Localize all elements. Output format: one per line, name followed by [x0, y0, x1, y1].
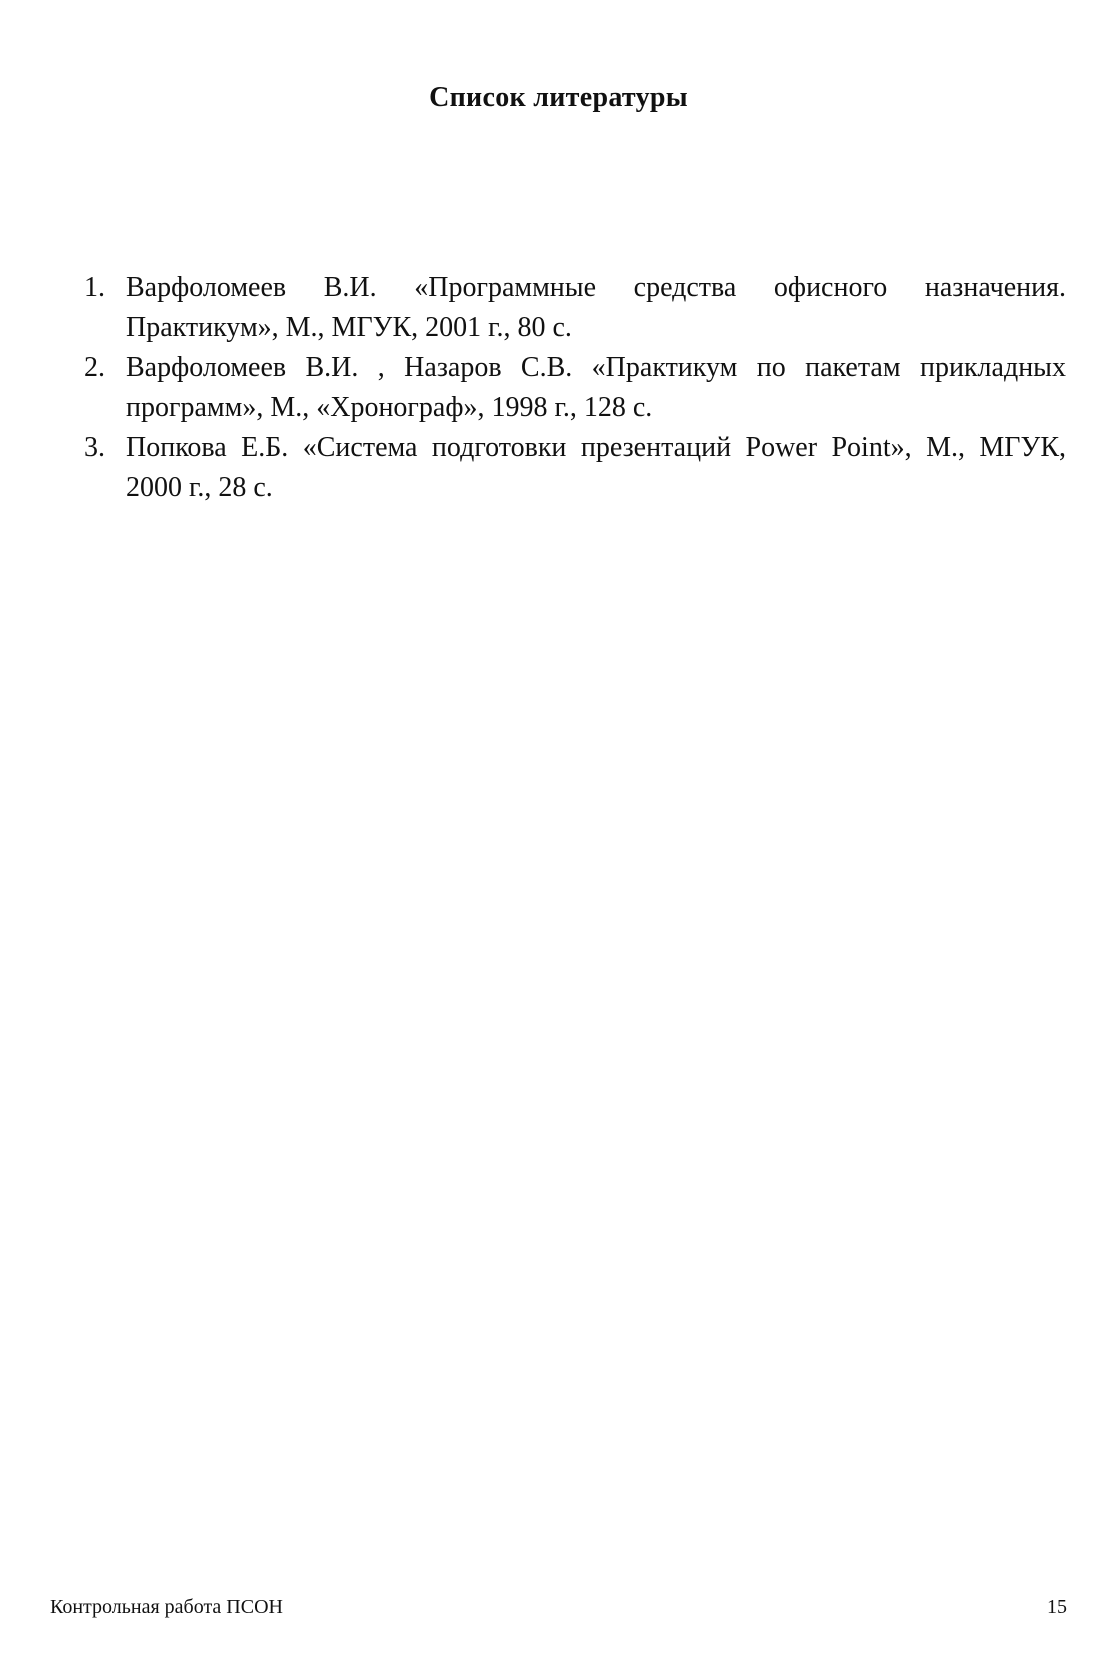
reference-text: Варфоломеев В.И. , Назаров С.В. «Практикум по пакетам прикладных программ», М., «Хронограф», 1998 г., 128 с. [126, 352, 1066, 423]
reference-text: Попкова Е.Б. «Система подготовки презентаций Power Point», М., МГУК, 2000 г., 28 с. [126, 432, 1066, 503]
page-title: Список литературы [429, 82, 688, 113]
footer-page-number: 15 [1047, 1596, 1067, 1618]
reference-item [84, 268, 1066, 348]
reference-list [84, 268, 1066, 508]
reference-text: Варфоломеев В.И. «Программные средства офисного назначения. Практикум», М., МГУК, 2001 г., 80 с. [126, 272, 1066, 343]
footer-document-label: Контрольная работа ПСОН [50, 1596, 283, 1618]
reference-number: 2. [84, 352, 105, 383]
reference-number: 3. [84, 432, 105, 463]
reference-item [84, 428, 1066, 508]
reference-item [84, 348, 1066, 428]
reference-number: 1. [84, 272, 105, 303]
